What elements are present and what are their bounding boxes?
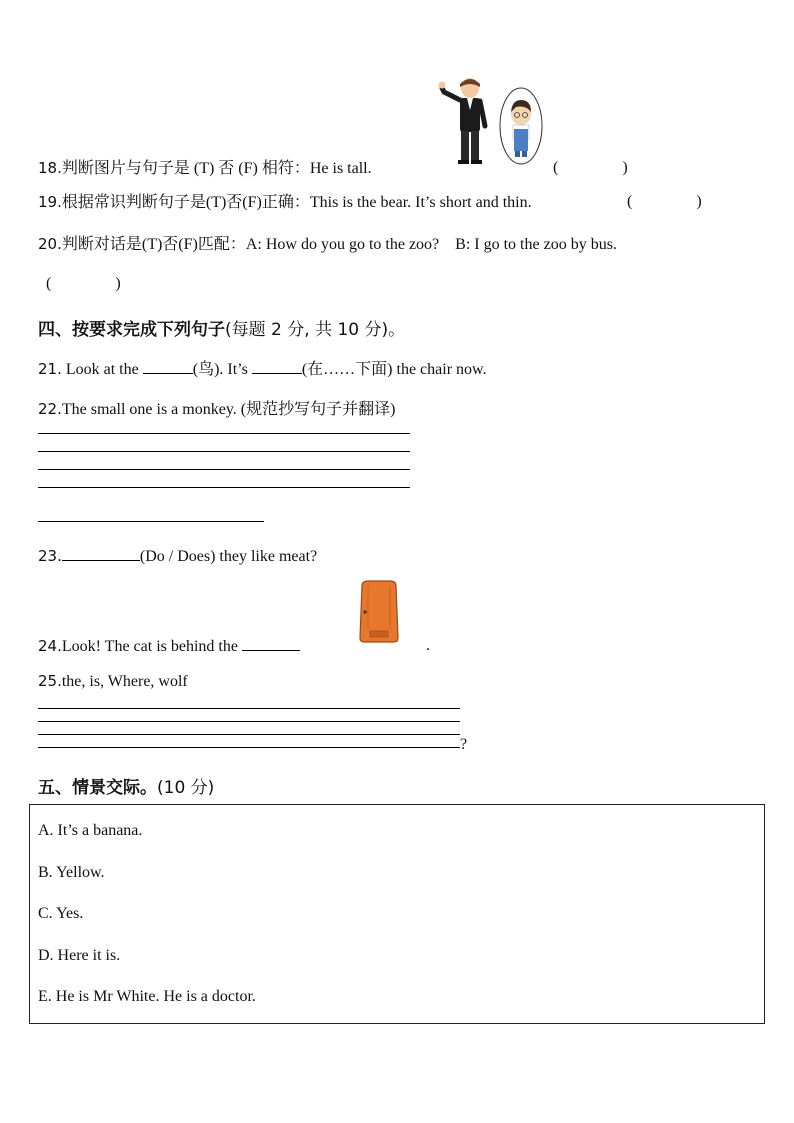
question-21 [38,359,487,380]
question-20 [38,234,617,255]
question-18 [38,158,372,179]
question-number: 19. [38,193,62,211]
writing-line[interactable] [38,451,410,452]
question-text-part: (在……下面) the chair now. [301,361,487,378]
writing-line[interactable] [38,734,460,735]
question-23 [38,546,317,567]
answer-blank[interactable] [143,359,193,374]
question-mark: ? [460,736,468,753]
option-b: B. Yellow. [38,864,105,881]
question-text: 判断对话是(T)否(F)匹配：A: How do you go to the zoo? B: I go to the zoo by bus. [61,236,617,253]
writing-line[interactable] [38,433,410,434]
writing-line[interactable] [38,747,460,748]
section-title: 四、按要求完成下列句子 [38,320,225,340]
option-d: D. Here it is. [38,947,121,964]
answer-blank[interactable] [242,636,300,651]
question-number: 23. [38,547,62,565]
question-text-part: Look at the [61,361,143,378]
question-19 [38,192,532,213]
answer-paren-20[interactable]: ( ) [46,275,121,292]
tall-man-illustration [438,76,490,166]
question-22 [38,399,395,420]
option-a: A. It’s a banana. [38,822,143,839]
section-score: (每题 2 分, 共 10 分)。 [225,320,406,340]
question-text: (Do / Does) they like meat? [139,548,318,565]
section-title: 五、情景交际。 [38,778,157,798]
question-text: the, is, Where, wolf [61,673,188,690]
question-number: 22. [38,400,62,418]
translation-line[interactable] [38,521,264,522]
question-number: 25. [38,672,62,690]
question-text: 根据常识判断句子是(T)否(F)正确：This is the bear. It’s short and thin. [61,194,532,211]
question-number: 18. [38,159,62,177]
question-text: 判断图片与句子是 (T) 否 (F) 相符：He is tall. [61,160,372,177]
option-e: E. He is Mr White. He is a doctor. [38,988,256,1005]
option-c: C. Yes. [38,905,84,922]
answer-paren-19[interactable]: ( ) [627,193,702,210]
writing-line[interactable] [38,721,460,722]
section-5-heading [38,773,214,798]
question-text-part: (鸟). It’s [192,361,252,378]
boy-illustration [498,86,544,166]
answer-blank[interactable] [252,359,302,374]
writing-line[interactable] [38,469,410,470]
section-4-heading [38,315,405,340]
answer-blank[interactable] [62,546,140,561]
question-number: 21. [38,360,62,378]
options-box [29,804,765,1024]
question-text: The small one is a monkey. (规范抄写句子并翻译) [61,401,396,418]
answer-paren-18[interactable]: ( ) [553,159,628,176]
question-number: 20. [38,235,62,253]
section-score: (10 分) [157,778,215,798]
door-illustration [358,580,400,644]
writing-line[interactable] [38,708,460,709]
question-text: Look! The cat is behind the [61,638,238,655]
question-24 [38,636,300,657]
question-number: 24. [38,637,62,655]
sentence-end: . [426,637,430,654]
question-25 [38,671,188,692]
writing-line[interactable] [38,487,410,488]
